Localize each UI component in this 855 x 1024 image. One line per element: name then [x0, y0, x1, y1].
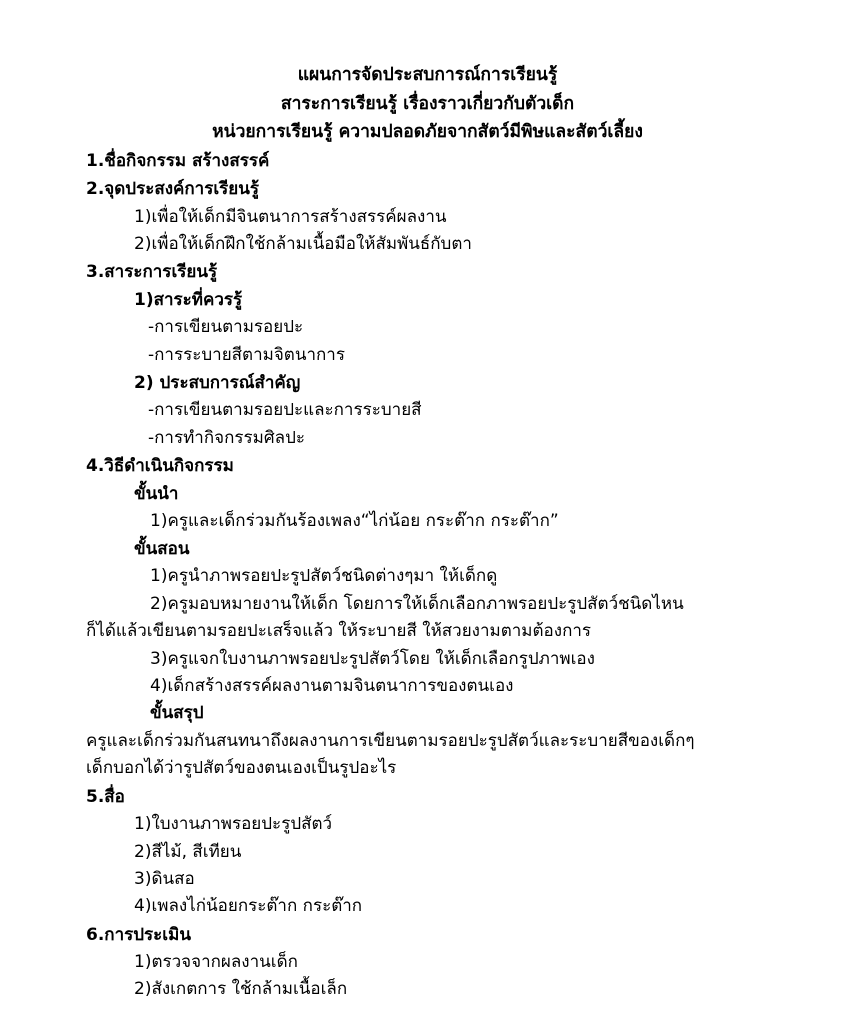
- material-item: 3)ดินสอ: [134, 869, 195, 889]
- evaluation-item: 2)สังเกตการ ใช้กล้ามเนื้อเล็ก: [134, 979, 348, 999]
- material-item: 2)สีไม้, สีเทียน: [134, 842, 242, 862]
- section-activity-name: 1.ชื่อกิจกรรม สร้างสรรค์: [86, 151, 270, 171]
- section-content: 3.สาระการเรียนรู้: [86, 262, 218, 282]
- subsection-key-experiences: 2) ประสบการณ์สำคัญ: [134, 373, 301, 393]
- teach-item: 4)เด็กสร้างสรรค์ผลงานตามจินตนาการของตนเอง: [150, 676, 514, 696]
- section-evaluation: 6.การประเมิน: [86, 925, 191, 945]
- teach-item: 1)ครูนำภาพรอยปะรูปสัตว์ชนิดต่างๆมา ให้เด็กดู: [150, 566, 498, 586]
- summary-item: เด็กบอกได้ว่ารูปสัตว์ของตนเองเป็นรูปอะไร: [86, 758, 397, 778]
- subject-title: สาระการเรียนรู้ เรื่องราวเกี่ยวกับตัวเด็ก: [280, 94, 575, 114]
- unit-title: หน่วยการเรียนรู้ ความปลอดภัยจากสัตว์มีพิษและสัตว์เลี้ยง: [212, 122, 643, 142]
- section-procedure: 4.วิธีดำเนินกิจกรรม: [86, 456, 234, 476]
- intro-item: 1)ครูและเด็กร่วมกันร้องเพลง“ไก่น้อย กระต๊าก กระต๊าก”: [150, 511, 559, 531]
- objective-item: 1)เพื่อให้เด็กมีจินตนาการสร้างสรรค์ผลงาน: [134, 207, 447, 227]
- step-intro-label: ขั้นนำ: [134, 484, 179, 504]
- experience-item: -การทำกิจกรรมศิลปะ: [148, 428, 306, 448]
- teach-item: 2)ครูมอบหมายงานให้เด็ก โดยการให้เด็กเลือกภาพรอยปะรูปสัตว์ชนิดไหน: [150, 594, 684, 614]
- summary-item: ครูและเด็กร่วมกันสนทนาถึงผลงานการเขียนตามรอยปะรูปสัตว์และระบายสีของเด็กๆ: [86, 731, 695, 751]
- section-materials: 5.สื่อ: [86, 787, 125, 807]
- objective-item: 2)เพื่อให้เด็กฝึกใช้กล้ามเนื้อมือให้สัมพันธ์กับตา: [134, 234, 472, 254]
- material-item: 4)เพลงไก่น้อยกระต๊าก กระต๊าก: [134, 896, 363, 916]
- knowledge-item: -การเขียนตามรอยปะ: [148, 317, 304, 337]
- teach-item-continuation: ก็ได้แล้วเขียนตามรอยปะเสร็จแล้ว ให้ระบายสี ให้สวยงามตามต้องการ: [86, 621, 592, 641]
- step-teach-label: ขั้นสอน: [134, 539, 190, 559]
- step-summary-label: ขั้นสรุป: [150, 703, 204, 723]
- knowledge-item: -การระบายสีตามจิตนาการ: [148, 345, 345, 365]
- evaluation-item: 1)ตรวจจากผลงานเด็ก: [134, 952, 298, 972]
- teach-item: 3)ครูแจกใบงานภาพรอยปะรูปสัตว์โดย ให้เด็กเลือกรูปภาพเอง: [150, 649, 595, 669]
- section-objectives: 2.จุดประสงค์การเรียนรู้: [86, 179, 260, 199]
- subsection-knowledge: 1)สาระที่ควรรู้: [134, 290, 243, 310]
- plan-title: แผนการจัดประสบการณ์การเรียนรู้: [297, 65, 558, 85]
- material-item: 1)ใบงานภาพรอยปะรูปสัตว์: [134, 814, 333, 834]
- experience-item: -การเขียนตามรอยปะและการระบายสี: [148, 400, 422, 420]
